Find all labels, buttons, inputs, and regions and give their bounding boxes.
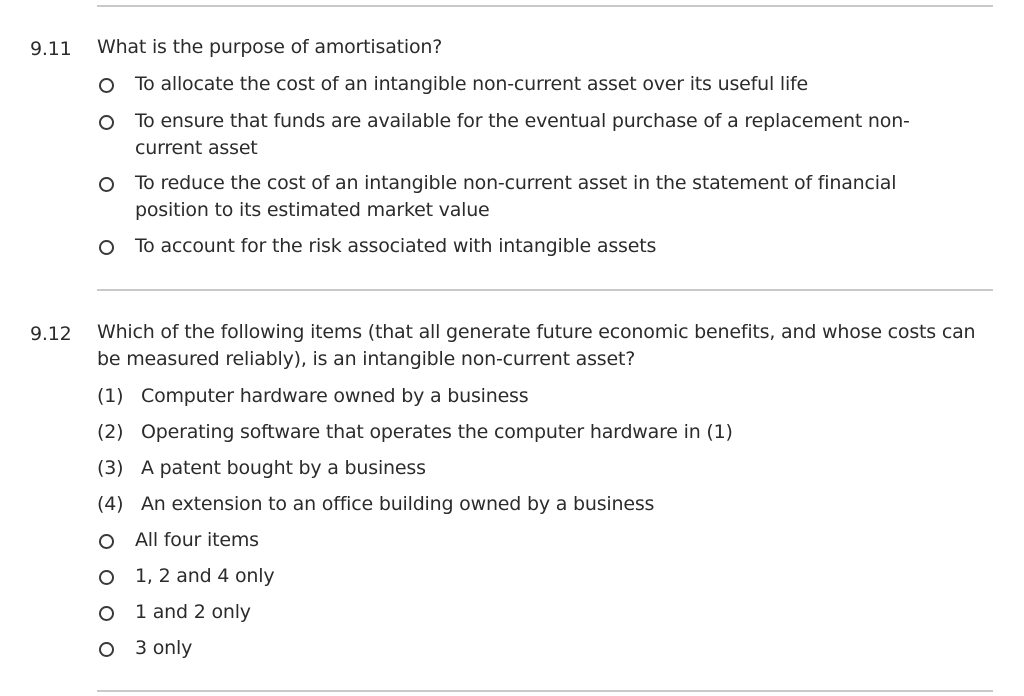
radio-button[interactable]: [99, 115, 114, 130]
question-number: 9.12: [30, 323, 72, 345]
bottom-divider: [97, 690, 993, 692]
radio-button[interactable]: [99, 570, 114, 585]
option-label: All four items: [135, 529, 259, 551]
radio-button[interactable]: [99, 534, 114, 549]
option-label: 3 only: [135, 637, 193, 659]
item-text: Computer hardware owned by a business: [141, 385, 529, 407]
option-label: To account for the risk associated with intangible assets: [135, 235, 657, 257]
option-label: To reduce the cost of an intangible non-current asset in the statement of financial position to its estimated market value: [135, 172, 897, 221]
radio-button[interactable]: [99, 606, 114, 621]
radio-button[interactable]: [99, 642, 114, 657]
question-text: Which of the following items (that all generate future economic benefits, and whose costs can be measured reliably), is an intangible non-current asset?: [97, 321, 976, 370]
question-number: 9.11: [30, 38, 72, 60]
item-number: (3): [97, 457, 124, 479]
item-number: (4): [97, 493, 124, 515]
radio-button[interactable]: [99, 240, 114, 255]
option-label: 1, 2 and 4 only: [135, 565, 275, 587]
question-text: What is the purpose of amortisation?: [97, 36, 443, 58]
item-text: A patent bought by a business: [141, 457, 426, 479]
option-label: To ensure that funds are available for the eventual purchase of a replacement non-current asset: [135, 110, 910, 159]
option-label: 1 and 2 only: [135, 601, 251, 623]
radio-button[interactable]: [99, 78, 114, 93]
option-label: To allocate the cost of an intangible non-current asset over its useful life: [135, 73, 809, 95]
item-number: (2): [97, 421, 124, 443]
radio-button[interactable]: [99, 177, 114, 192]
item-text: An extension to an office building owned by a business: [141, 493, 655, 515]
item-text: Operating software that operates the computer hardware in (1): [141, 421, 733, 443]
item-number: (1): [97, 385, 124, 407]
top-divider: [97, 5, 993, 7]
section-divider: [97, 289, 993, 291]
